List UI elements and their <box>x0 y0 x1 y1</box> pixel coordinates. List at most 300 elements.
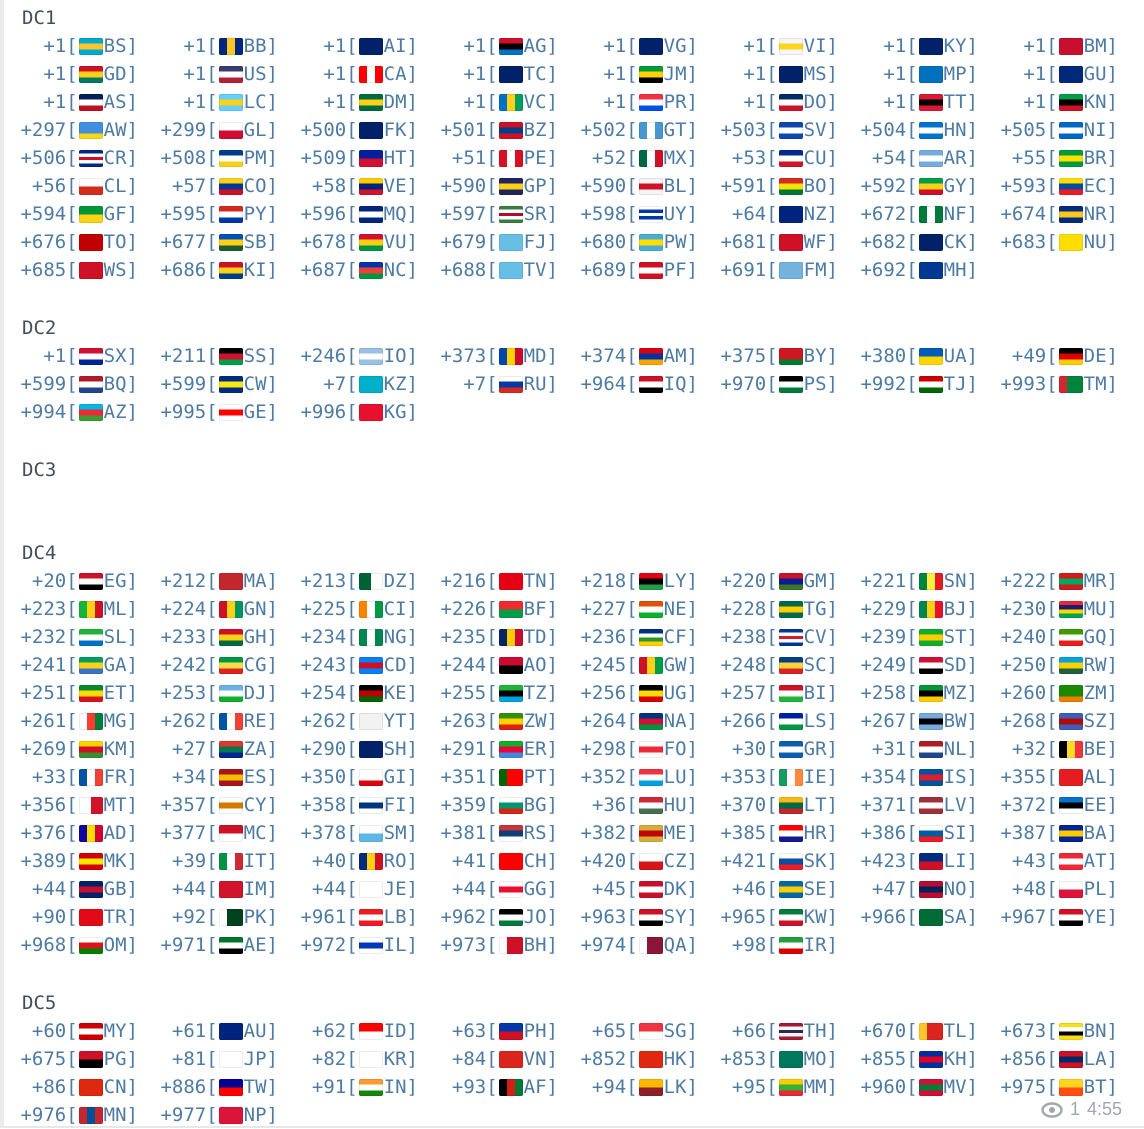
phone-prefix: +264[ <box>580 710 638 732</box>
flag-icon-TG <box>779 601 803 618</box>
country-entry-SS <box>140 342 280 370</box>
flag-icon-MG <box>79 713 103 730</box>
iso-code: SC] <box>803 654 838 676</box>
entry-row <box>0 791 1144 819</box>
flag-icon-TW <box>219 1079 243 1096</box>
iso-code: MC] <box>243 822 278 844</box>
flag-icon-CA <box>359 66 383 83</box>
iso-code: BM] <box>1083 35 1118 57</box>
flag-icon-GB <box>79 881 103 898</box>
country-entry-MV <box>840 1073 980 1101</box>
flag-icon-GA <box>79 657 103 674</box>
flag-icon-TD <box>499 629 523 646</box>
country-entry-MS <box>700 60 840 88</box>
iso-code: SY] <box>663 906 698 928</box>
country-entry-PW <box>560 228 700 256</box>
iso-code: VC] <box>523 91 558 113</box>
phone-prefix: +64[ <box>731 203 778 225</box>
iso-code: CU] <box>803 147 838 169</box>
flag-icon-SY <box>639 909 663 926</box>
flag-icon-NU <box>1059 234 1083 251</box>
iso-code: PR] <box>663 91 698 113</box>
country-entry-TZ <box>420 679 560 707</box>
country-entry-YT <box>280 707 420 735</box>
phone-prefix: +386[ <box>860 822 918 844</box>
country-entry-HK <box>560 1045 700 1073</box>
iso-code: SV] <box>803 119 838 141</box>
iso-code: GY] <box>943 175 978 197</box>
phone-prefix: +86[ <box>31 1076 78 1098</box>
flag-icon-NI <box>1059 122 1083 139</box>
iso-code: DM] <box>383 91 418 113</box>
phone-prefix: +350[ <box>300 766 358 788</box>
flag-icon-LV <box>919 797 943 814</box>
phone-prefix: +675[ <box>20 1048 78 1070</box>
country-entry-IL <box>280 931 420 959</box>
flag-icon-NZ <box>779 206 803 223</box>
phone-prefix: +44[ <box>171 878 218 900</box>
iso-code: GW] <box>663 654 698 676</box>
iso-code: PK] <box>243 906 278 928</box>
flag-icon-GW <box>639 657 663 674</box>
phone-prefix: +44[ <box>311 878 358 900</box>
iso-code: MM] <box>803 1076 838 1098</box>
phone-prefix: +41[ <box>451 850 498 872</box>
dc-section-dc1 <box>0 4 1144 284</box>
flag-icon-DZ <box>359 573 383 590</box>
iso-code: PW] <box>663 231 698 253</box>
country-entry-BA <box>980 819 1120 847</box>
iso-code: KG] <box>383 401 418 423</box>
phone-prefix: +53[ <box>731 147 778 169</box>
phone-prefix: +853[ <box>720 1048 778 1070</box>
phone-prefix: +229[ <box>860 598 918 620</box>
country-entry-TJ <box>840 370 980 398</box>
country-entry-HU <box>560 791 700 819</box>
phone-prefix: +227[ <box>580 598 638 620</box>
country-entry-ST <box>840 623 980 651</box>
flag-icon-LS <box>779 713 803 730</box>
country-entry-HR <box>700 819 840 847</box>
iso-code: CD] <box>383 654 418 676</box>
flag-icon-FO <box>639 741 663 758</box>
flag-icon-TT <box>919 94 943 111</box>
flag-icon-FK <box>359 122 383 139</box>
flag-icon-ZW <box>499 713 523 730</box>
country-entry-NE <box>560 595 700 623</box>
flag-icon-VU <box>359 234 383 251</box>
iso-code: NP] <box>243 1104 278 1126</box>
phone-prefix: +977[ <box>160 1104 218 1126</box>
flag-icon-IE <box>779 769 803 786</box>
iso-code: JE] <box>383 878 418 900</box>
flag-icon-TL <box>919 1023 943 1040</box>
iso-code: CV] <box>803 626 838 648</box>
entry-row <box>0 679 1144 707</box>
entry-row <box>0 32 1144 60</box>
flag-icon-IO <box>359 348 383 365</box>
country-entry-AW <box>0 116 140 144</box>
flag-icon-HN <box>919 122 943 139</box>
iso-code: BR] <box>1083 147 1118 169</box>
flag-icon-CR <box>79 150 103 167</box>
country-entry-RW <box>980 651 1120 679</box>
iso-code: HK] <box>663 1048 698 1070</box>
country-entry-IM <box>140 875 280 903</box>
country-entry-JP <box>140 1045 280 1073</box>
country-entry-BQ <box>0 370 140 398</box>
phone-prefix: +377[ <box>160 822 218 844</box>
flag-icon-TV <box>499 262 523 279</box>
phone-prefix: +375[ <box>720 345 778 367</box>
country-entry-BM <box>980 32 1120 60</box>
iso-code: VU] <box>383 231 418 253</box>
iso-code: CR] <box>103 147 138 169</box>
iso-code: JM] <box>663 63 698 85</box>
iso-code: DK] <box>663 878 698 900</box>
iso-code: LY] <box>663 570 698 592</box>
flag-icon-AM <box>639 348 663 365</box>
flag-icon-SR <box>499 206 523 223</box>
iso-code: KI] <box>243 259 278 281</box>
flag-icon-RE <box>219 713 243 730</box>
flag-icon-GL <box>219 122 243 139</box>
flag-icon-PF <box>639 262 663 279</box>
phone-prefix: +502[ <box>580 119 638 141</box>
iso-code: IM] <box>243 878 278 900</box>
phone-prefix: +968[ <box>20 934 78 956</box>
country-entry-GI <box>280 763 420 791</box>
iso-code: LT] <box>803 794 838 816</box>
flag-icon-SH <box>359 741 383 758</box>
iso-code: GU] <box>1083 63 1118 85</box>
iso-code: WS] <box>103 259 138 281</box>
phone-prefix: +1[ <box>463 91 498 113</box>
phone-prefix: +298[ <box>580 738 638 760</box>
phone-prefix: +60[ <box>31 1020 78 1042</box>
country-entry-IR <box>700 931 840 959</box>
country-entry-LS <box>700 707 840 735</box>
phone-prefix: +1[ <box>323 63 358 85</box>
iso-code: BN] <box>1083 1020 1118 1042</box>
iso-code: PF] <box>663 259 698 281</box>
country-entry-TG <box>700 595 840 623</box>
flag-icon-FJ <box>499 234 523 251</box>
flag-icon-JP <box>219 1051 243 1068</box>
iso-code: CK] <box>943 231 978 253</box>
phone-prefix: +290[ <box>300 738 358 760</box>
country-entry-GN <box>140 595 280 623</box>
phone-prefix: +244[ <box>440 654 498 676</box>
flag-icon-NA <box>639 713 663 730</box>
phone-prefix: +372[ <box>1000 794 1058 816</box>
flag-icon-BF <box>499 601 523 618</box>
phone-prefix: +1[ <box>743 35 778 57</box>
iso-code: SX] <box>103 345 138 367</box>
flag-icon-BN <box>1059 1023 1083 1040</box>
phone-prefix: +886[ <box>160 1076 218 1098</box>
iso-code: SG] <box>663 1020 698 1042</box>
iso-code: RS] <box>523 822 558 844</box>
flag-icon-LU <box>639 769 663 786</box>
flag-icon-MT <box>79 797 103 814</box>
iso-code: JP] <box>243 1048 278 1070</box>
entry-row <box>0 819 1144 847</box>
country-entry-PE <box>420 144 560 172</box>
flag-icon-DO <box>779 94 803 111</box>
phone-prefix: +976[ <box>20 1104 78 1126</box>
iso-code: JO] <box>523 906 558 928</box>
country-entry-SE <box>700 875 840 903</box>
iso-code: BO] <box>803 175 838 197</box>
country-entry-HT <box>280 144 420 172</box>
iso-code: LK] <box>663 1076 698 1098</box>
iso-code: TV] <box>523 259 558 281</box>
phone-prefix: +95[ <box>731 1076 778 1098</box>
phone-prefix: +236[ <box>580 626 638 648</box>
phone-prefix: +54[ <box>871 147 918 169</box>
flag-icon-GN <box>219 601 243 618</box>
flag-icon-PS <box>779 376 803 393</box>
phone-prefix: +590[ <box>580 175 638 197</box>
flag-icon-PM <box>219 150 243 167</box>
flag-icon-QA <box>639 937 663 954</box>
country-entry-CW <box>140 370 280 398</box>
flag-icon-MS <box>779 66 803 83</box>
iso-code: TN] <box>523 570 558 592</box>
phone-prefix: +249[ <box>860 654 918 676</box>
flag-icon-KI <box>219 262 243 279</box>
country-entry-MK <box>0 847 140 875</box>
country-entry-BN <box>980 1017 1120 1045</box>
country-entry-IS <box>840 763 980 791</box>
country-entry-DE <box>980 342 1120 370</box>
country-entry-AZ <box>0 398 140 426</box>
flag-icon-KE <box>359 685 383 702</box>
country-entry-RE <box>140 707 280 735</box>
phone-prefix: +52[ <box>591 147 638 169</box>
entry-row <box>0 88 1144 116</box>
flag-icon-VG <box>639 38 663 55</box>
section-title-dc3: DC3 <box>22 459 57 481</box>
iso-code: AU] <box>243 1020 278 1042</box>
iso-code: MQ] <box>383 203 418 225</box>
phone-prefix: +1[ <box>1023 63 1058 85</box>
iso-code: CI] <box>383 598 418 620</box>
phone-prefix: +46[ <box>731 878 778 900</box>
iso-code: PH] <box>523 1020 558 1042</box>
phone-prefix: +1[ <box>183 63 218 85</box>
iso-code: BQ] <box>103 373 138 395</box>
phone-prefix: +371[ <box>860 794 918 816</box>
country-entry-KE <box>280 679 420 707</box>
phone-prefix: +234[ <box>300 626 358 648</box>
flag-icon-SX <box>79 348 103 365</box>
country-entry-TO <box>0 228 140 256</box>
country-entry-JE <box>280 875 420 903</box>
iso-code: AR] <box>943 147 978 169</box>
flag-icon-JE <box>359 881 383 898</box>
flag-icon-CL <box>79 178 103 195</box>
country-entry-NZ <box>700 200 840 228</box>
country-entry-MZ <box>840 679 980 707</box>
phone-prefix: +33[ <box>31 766 78 788</box>
iso-code: TW] <box>243 1076 278 1098</box>
flag-icon-UY <box>639 206 663 223</box>
country-entry-ML <box>0 595 140 623</box>
phone-prefix: +291[ <box>440 738 498 760</box>
flag-icon-CG <box>219 657 243 674</box>
phone-prefix: +672[ <box>860 203 918 225</box>
phone-prefix: +48[ <box>1011 878 1058 900</box>
country-entry-AT <box>980 847 1120 875</box>
country-entry-FR <box>0 763 140 791</box>
flag-icon-RO <box>359 853 383 870</box>
iso-code: NG] <box>383 626 418 648</box>
iso-code: UG] <box>663 682 698 704</box>
phone-prefix: +856[ <box>1000 1048 1058 1070</box>
iso-code: YE] <box>1083 906 1118 928</box>
flag-icon-TJ <box>919 376 943 393</box>
flag-icon-ID <box>359 1023 383 1040</box>
country-entry-MM <box>700 1073 840 1101</box>
flag-icon-ME <box>639 825 663 842</box>
entry-row <box>0 60 1144 88</box>
country-entry-OM <box>0 931 140 959</box>
phone-prefix: +965[ <box>720 906 778 928</box>
country-entry-NO <box>840 875 980 903</box>
iso-code: SR] <box>523 203 558 225</box>
phone-prefix: +597[ <box>440 203 498 225</box>
phone-prefix: +964[ <box>580 373 638 395</box>
phone-prefix: +225[ <box>300 598 358 620</box>
flag-icon-ES <box>219 769 243 786</box>
entry-row <box>0 875 1144 903</box>
country-entry-SB <box>140 228 280 256</box>
phone-prefix: +1[ <box>43 345 78 367</box>
country-entry-SZ <box>980 707 1120 735</box>
phone-prefix: +299[ <box>160 119 218 141</box>
phone-prefix: +1[ <box>43 63 78 85</box>
phone-prefix: +353[ <box>720 766 778 788</box>
iso-code: AS] <box>103 91 138 113</box>
flag-icon-HK <box>639 1051 663 1068</box>
country-entry-JO <box>420 903 560 931</box>
flag-icon-BB <box>219 38 243 55</box>
entry-row <box>0 595 1144 623</box>
phone-prefix: +1[ <box>743 91 778 113</box>
flag-icon-GQ <box>1059 629 1083 646</box>
phone-prefix: +56[ <box>31 175 78 197</box>
flag-icon-AD <box>79 825 103 842</box>
phone-prefix: +297[ <box>20 119 78 141</box>
phone-prefix: +381[ <box>440 822 498 844</box>
entry-row <box>0 144 1144 172</box>
country-entry-CU <box>700 144 840 172</box>
flag-icon-ER <box>499 741 523 758</box>
flag-icon-TH <box>779 1023 803 1040</box>
iso-code: BW] <box>943 710 978 732</box>
country-entry-CO <box>140 172 280 200</box>
flag-icon-NG <box>359 629 383 646</box>
flag-icon-MZ <box>919 685 943 702</box>
country-entry-CY <box>140 791 280 819</box>
country-entry-CR <box>0 144 140 172</box>
flag-icon-BJ <box>919 601 943 618</box>
country-entry-LT <box>700 791 840 819</box>
country-entry-BZ <box>420 116 560 144</box>
phone-prefix: +20[ <box>31 570 78 592</box>
iso-code: EG] <box>103 570 138 592</box>
flag-icon-LY <box>639 573 663 590</box>
phone-prefix: +212[ <box>160 570 218 592</box>
phone-prefix: +1[ <box>883 63 918 85</box>
iso-code: UA] <box>943 345 978 367</box>
iso-code: BL] <box>663 175 698 197</box>
iso-code: MT] <box>103 794 138 816</box>
phone-prefix: +971[ <box>160 934 218 956</box>
country-entry-BL <box>560 172 700 200</box>
flag-icon-BW <box>919 713 943 730</box>
country-entry-SV <box>700 116 840 144</box>
phone-prefix: +223[ <box>20 598 78 620</box>
phone-prefix: +260[ <box>1000 682 1058 704</box>
flag-icon-KN <box>1059 94 1083 111</box>
country-entry-CH <box>420 847 560 875</box>
entry-row <box>0 256 1144 284</box>
country-entry-VE <box>280 172 420 200</box>
phone-prefix: +673[ <box>1000 1020 1058 1042</box>
flag-icon-SV <box>779 122 803 139</box>
flag-icon-CH <box>499 853 523 870</box>
country-entry-FK <box>280 116 420 144</box>
country-entry-BY <box>700 342 840 370</box>
iso-code: TT] <box>943 91 978 113</box>
country-entry-SL <box>0 623 140 651</box>
phone-prefix: +593[ <box>1000 175 1058 197</box>
country-entry-MP <box>840 60 980 88</box>
iso-code: NR] <box>1083 203 1118 225</box>
iso-code: DZ] <box>383 570 418 592</box>
phone-prefix: +1[ <box>883 91 918 113</box>
phone-prefix: +961[ <box>300 906 358 928</box>
entry-row <box>0 370 1144 398</box>
country-entry-AO <box>420 651 560 679</box>
phone-prefix: +686[ <box>160 259 218 281</box>
flag-icon-KY <box>919 38 943 55</box>
iso-code: CY] <box>243 794 278 816</box>
phone-prefix: +996[ <box>300 401 358 423</box>
flag-icon-MC <box>219 825 243 842</box>
phone-prefix: +43[ <box>1011 850 1058 872</box>
phone-prefix: +504[ <box>860 119 918 141</box>
country-entry-DZ <box>280 567 420 595</box>
iso-code: PG] <box>103 1048 138 1070</box>
iso-code: KN] <box>1083 91 1118 113</box>
country-entry-JM <box>560 60 700 88</box>
phone-prefix: +509[ <box>300 147 358 169</box>
iso-code: BS] <box>103 35 138 57</box>
phone-prefix: +47[ <box>871 878 918 900</box>
country-entry-BH <box>420 931 560 959</box>
country-entry-VN <box>420 1045 560 1073</box>
entry-row <box>0 763 1144 791</box>
flag-icon-BZ <box>499 122 523 139</box>
country-entry-GE <box>140 398 280 426</box>
phone-prefix: +34[ <box>171 766 218 788</box>
phone-prefix: +40[ <box>311 850 358 872</box>
flag-icon-GH <box>219 629 243 646</box>
